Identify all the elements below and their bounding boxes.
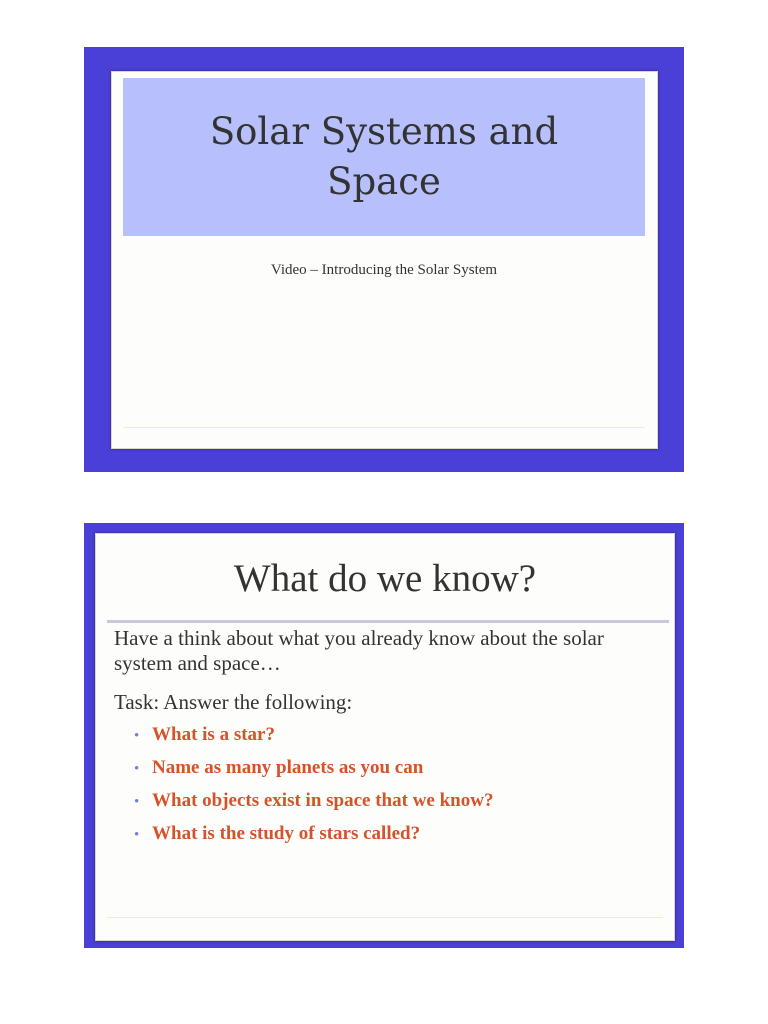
question-text: What objects exist in space that we know? [152, 790, 494, 811]
question-list [114, 719, 664, 851]
title-divider [107, 620, 669, 623]
list-item [134, 785, 664, 818]
list-item [134, 818, 664, 851]
slide-2 [95, 533, 675, 941]
question-text: What is a star? [152, 724, 275, 745]
list-item [134, 719, 664, 752]
question-text: Name as many planets as you can [152, 757, 424, 778]
slide-2-title: What do we know? [233, 557, 537, 600]
slide-1 [111, 71, 658, 449]
slide-2-body [114, 626, 664, 851]
slide-2-bottom-line [107, 917, 663, 918]
bullet-icon: • [134, 728, 140, 744]
bullet-icon: • [134, 827, 140, 843]
task-text: Task: Answer the following: [114, 690, 353, 714]
slide-1-bottom-line [123, 427, 645, 428]
bullet-icon: • [134, 794, 140, 810]
bullet-icon: • [134, 761, 140, 777]
slide-1-subtitle: Video – Introducing the Solar System [270, 262, 498, 278]
question-text: What is the study of stars called? [152, 823, 421, 844]
slide-1-title: Solar Systems and Space [209, 110, 559, 203]
intro-text: Have a think about what you already know about the solar system and space… [114, 626, 604, 675]
list-item [134, 752, 664, 785]
